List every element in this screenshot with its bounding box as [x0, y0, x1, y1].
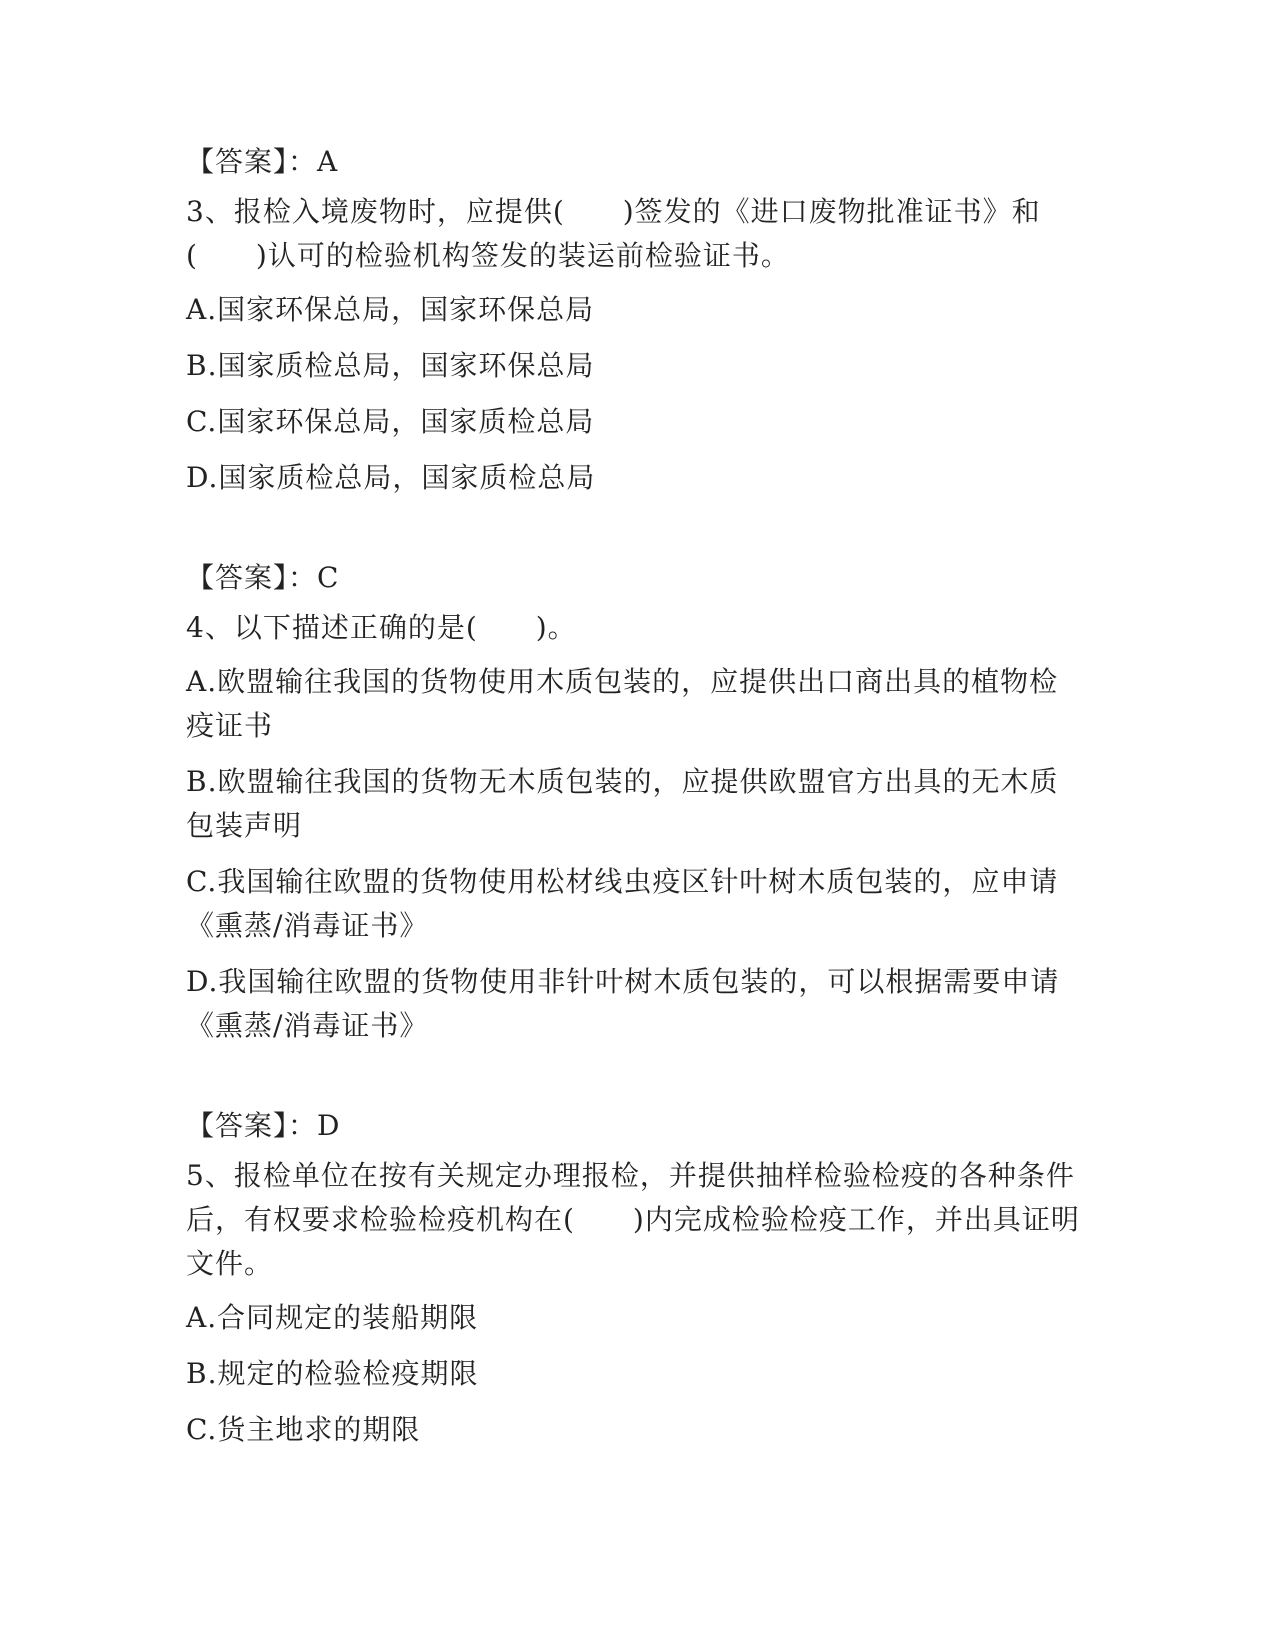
- question-5: [186, 1154, 1086, 1452]
- option-a: A.国家环保总局，国家环保总局: [186, 293, 595, 326]
- question-text: 4、以下描述正确的是( )。: [186, 611, 577, 644]
- question-text: 3、报检入境废物时，应提供( )签发的《进口废物批准证书》和( )认可的检验机构签发的装运前检验证书。: [186, 195, 1041, 272]
- question-text: 5、报检单位在按有关规定办理报检，并提供抽样检验检疫的各种条件后，有权要求检验检疫机构在( )内完成检验检疫工作，并出具证明文件。: [186, 1159, 1080, 1280]
- option-a: A.合同规定的装船期限: [186, 1301, 479, 1334]
- document-page: [186, 140, 1086, 1464]
- option-c: C.国家环保总局，国家质检总局: [186, 405, 595, 438]
- question-4: [186, 606, 1086, 1048]
- question-3: [186, 190, 1086, 500]
- spacer: [186, 1060, 1086, 1104]
- option-b: B.国家质检总局，国家环保总局: [186, 349, 595, 382]
- option-b: B.欧盟输往我国的货物无木质包装的，应提供欧盟官方出具的无木质包装声明: [186, 765, 1059, 842]
- option-c: C.货主地求的期限: [186, 1413, 421, 1446]
- option-a: A.欧盟输往我国的货物使用木质包装的，应提供出口商出具的植物检疫证书: [186, 665, 1059, 742]
- spacer: [186, 512, 1086, 556]
- option-c: C.我国输往欧盟的货物使用松材线虫疫区针叶树木质包装的，应申请《熏蒸/消毒证书》: [186, 865, 1059, 942]
- answer-line: 【答案】：D: [186, 1109, 341, 1142]
- option-d: D.我国输往欧盟的货物使用非针叶树木质包装的，可以根据需要申请《熏蒸/消毒证书》: [186, 965, 1060, 1042]
- answer-line: 【答案】：C: [186, 561, 340, 594]
- option-d: D.国家质检总局，国家质检总局: [186, 461, 596, 494]
- option-b: B.规定的检验检疫期限: [186, 1357, 479, 1390]
- answer-line: 【答案】：A: [186, 145, 339, 178]
